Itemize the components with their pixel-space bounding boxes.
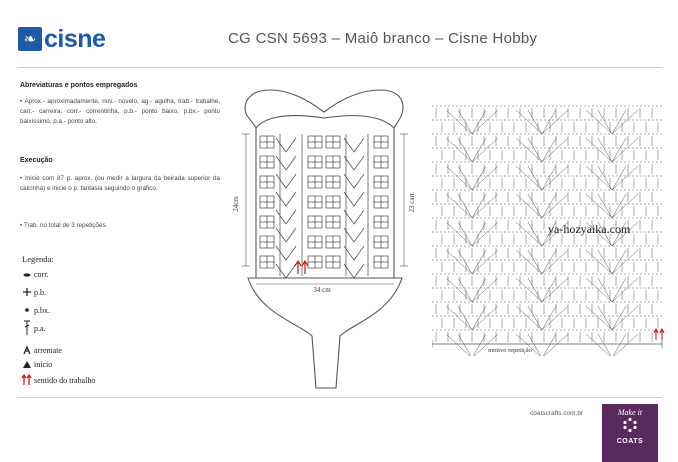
brand-word: COATS (616, 438, 644, 445)
double-crochet-icon (20, 320, 34, 336)
rows-label: 23 carr. (408, 191, 416, 213)
legend-label: arremate (34, 345, 62, 355)
cisne-logo (18, 27, 105, 51)
start-icon (20, 359, 34, 369)
slip-stitch-icon (20, 305, 34, 315)
legend-label: p.bx. (34, 305, 50, 315)
legend-item-chain (20, 270, 48, 279)
chain-icon (20, 272, 34, 278)
legend-item-double-crochet (20, 320, 46, 336)
legend-label: sentido do trabalho (34, 375, 96, 385)
legend-item-finish (20, 345, 62, 355)
coats-emblem-icon (602, 417, 658, 438)
coats-logo (602, 404, 658, 462)
execution-step-1: • Inicie com 87 p. aprox. (ou medir a largura da beirada superior da calcinha) e inicie o p. fantasia seguindo o gráfico. (20, 175, 220, 193)
abbreviations-text: • Aprox.- aproximadamente, nov.- novelo, ag.- agulha, trab.- trabalhe, carr.- carreira, corr.- correntinha, p.b.- ponto baixo, p.bx.- ponto baixíssimo, p.a.- ponto alto. (20, 98, 220, 126)
direction-arrows-icon (295, 261, 308, 274)
legend-title: Legenda: (22, 254, 54, 264)
swimsuit-diagram (230, 78, 420, 398)
legend-label: p.b. (34, 287, 46, 297)
footer-divider (18, 397, 662, 398)
legend-item-start (20, 359, 52, 369)
swan-icon: ❧ (18, 27, 42, 51)
execution-heading: Execução (20, 157, 53, 164)
direction-arrows-icon (654, 329, 664, 340)
legend-label: p.a. (34, 323, 46, 333)
abbreviations-heading: Abreviaturas e pontos empregados (20, 82, 138, 89)
finish-icon (20, 345, 34, 355)
legend-label: início (34, 359, 53, 369)
brand-script: Make it (617, 408, 643, 417)
page-title: CG CSN 5693 – Maiô branco – Cisne Hobby (228, 30, 538, 47)
height-label: 24cm (232, 196, 240, 212)
direction-arrows-icon (20, 374, 34, 386)
legend-item-single-crochet (20, 287, 46, 297)
legend-item-slip-stitch (20, 305, 50, 315)
logo-wordmark: cisne (44, 25, 106, 53)
watermark: ya-hozyaika.com (548, 222, 631, 236)
legend-item-direction (20, 374, 95, 386)
width-label: 34 cm (313, 286, 331, 294)
execution-step-2: • Trab. no total de 3 repetições. (20, 222, 108, 229)
single-crochet-icon (20, 287, 34, 297)
repeat-label: motivo repetição (488, 347, 532, 354)
header-divider (18, 67, 662, 68)
legend-label: corr. (34, 270, 49, 279)
footer-url: coatscrafts.com.br (530, 410, 584, 417)
